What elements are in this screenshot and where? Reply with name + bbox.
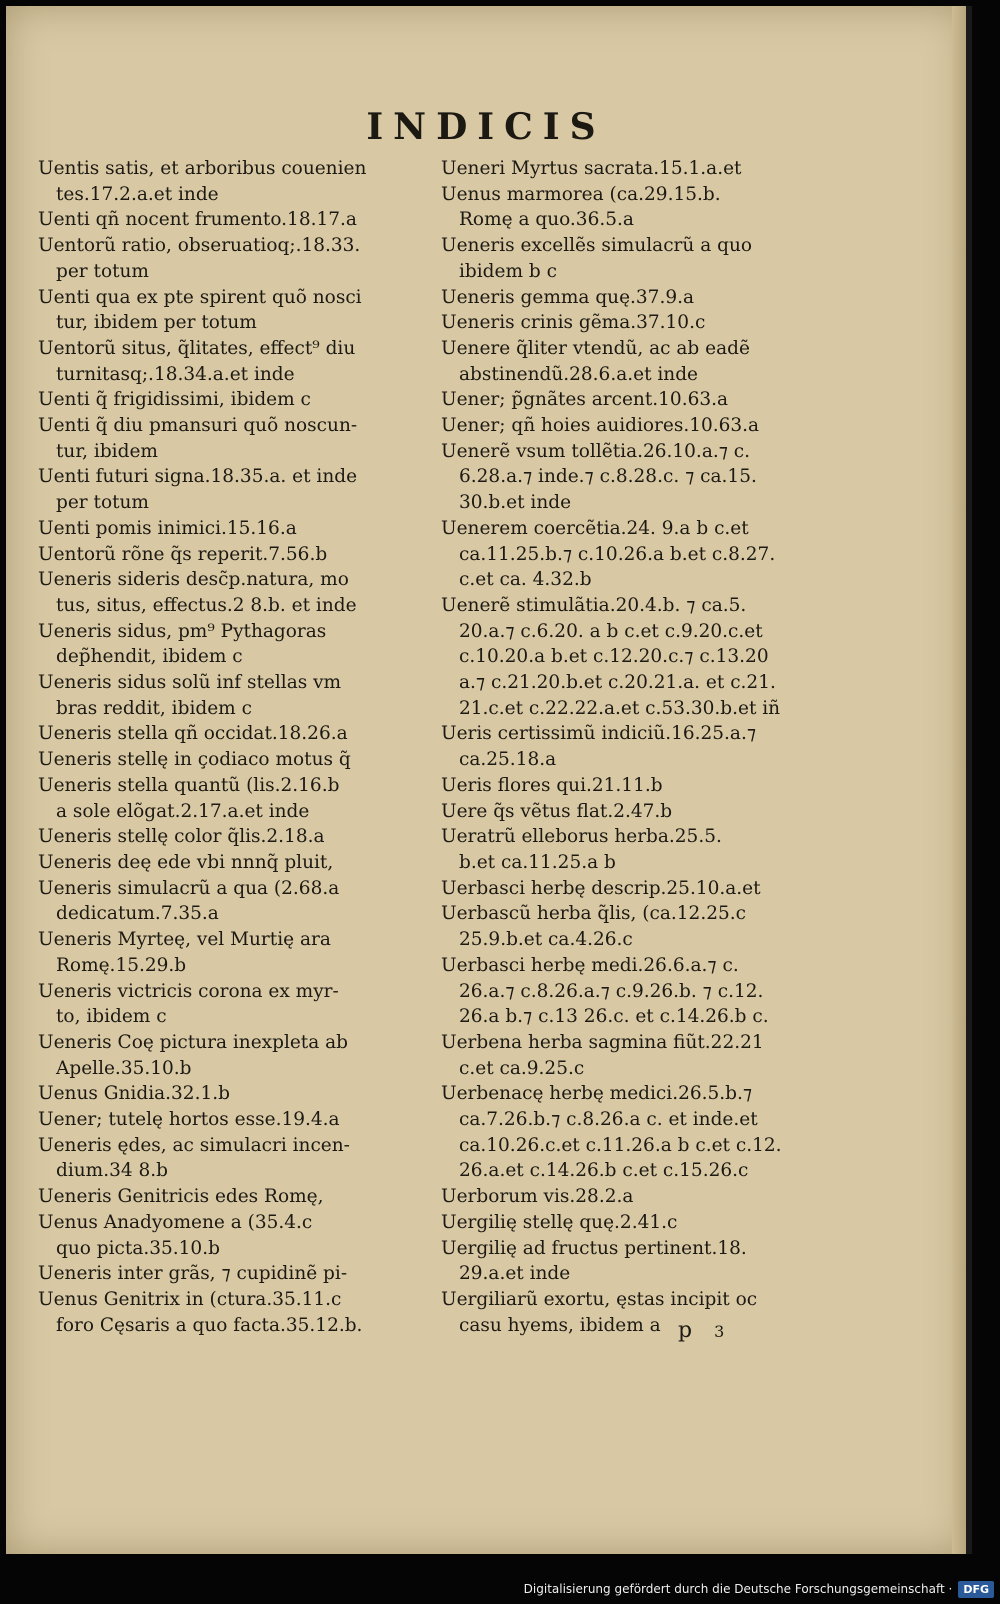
index-entry-line: Uentis satis, et arboribus couenien [38, 158, 367, 179]
index-entry-line: 6.28.a.⁊ inde.⁊ c.8.28.c. ⁊ ca.15. [459, 466, 757, 488]
index-entry-line: per totum [56, 492, 149, 514]
index-entry-line: to, ibidem c [56, 1006, 167, 1028]
index-entry-line: Uergiliarũ exortu, ęstas incipit oc [441, 1288, 758, 1310]
index-entry-line: Uenti qua ex pte spirent quõ nosci [38, 286, 362, 308]
index-entry-line: 25.9.b.et ca.4.26.c [459, 929, 633, 951]
index-entry-line: Uenerẽ stimulãtia.20.4.b. ⁊ ca.5. [441, 594, 747, 616]
index-entry-line: ca.10.26.c.et c.11.26.a b c.et c.12. [459, 1134, 782, 1156]
index-entry-line: tur, ibidem per totum [56, 312, 257, 334]
index-entry-line: Romę a quo.36.5.a [459, 209, 634, 231]
index-entry-line: casu hyems, ibidem a [459, 1314, 661, 1336]
index-entry-line: per totum [56, 260, 149, 282]
index-entry-line: quo picta.35.10.b [56, 1237, 220, 1259]
signature-letter: p [678, 1318, 693, 1343]
index-entry-line: Uenti qñ nocent frumento.18.17.a [38, 209, 357, 231]
index-entry-line: Ueneris stella quantũ (lis.2.16.b [38, 774, 340, 796]
book-page [6, 6, 972, 1554]
index-entry-line: dep̃hendit, ibidem c [56, 646, 243, 668]
index-entry-line: Apelle.35.10.b [56, 1057, 192, 1079]
index-entry-line: Ueneris Coę pictura inexpleta ab [38, 1031, 349, 1053]
index-entry-line: Uerbena herba sagmina fiũt.22.21 [441, 1031, 764, 1053]
index-entry-line: Uentorũ rõne q̃s reperit.7.56.b [38, 543, 328, 565]
index-entry-line: Ueneris sidus, pm⁹ Pythagoras [38, 620, 327, 642]
index-entry-line: Uenti q̃ diu pmansuri quõ noscun- [38, 415, 358, 437]
page-edge [952, 6, 966, 1554]
index-entry-line: Uerborum vis.28.2.a [441, 1186, 634, 1208]
index-entry-line: Ueneris crinis gẽma.37.10.c [441, 312, 706, 334]
index-entry-line: c.et ca.9.25.c [459, 1057, 585, 1079]
index-entry-line: Ueneris sideris desc̃p.natura, mo [38, 569, 349, 591]
index-entry-line: Uenus Gnidia.32.1.b [38, 1083, 230, 1105]
index-entry-line: tes.17.2.a.et inde [56, 183, 219, 205]
index-entry-line: Ueneris deę ede vbi nnnq̃ pluit, [38, 851, 334, 873]
page-heading: INDICIS [366, 106, 606, 148]
index-entry-line: Ueneris victricis corona ex myr- [38, 980, 339, 1002]
index-entry-line: Ueneris Genitricis edes Romę, [38, 1186, 324, 1208]
index-entry-line: 26.a.et c.14.26.b c.et c.15.26.c [459, 1160, 749, 1182]
index-entry-line: Ueneris inter grãs, ⁊ cupidinẽ pi- [38, 1263, 348, 1285]
index-entry-line: Uenerem coercẽtia.24. 9.a b c.et [441, 517, 749, 539]
index-entry-line: Uergilię ad fructus pertinent.18. [441, 1237, 747, 1259]
footer-credit: Digitalisierung gefördert durch die Deutsche Forschungsgemeinschaft · [523, 1582, 953, 1596]
index-entry-line: ca.11.25.b.⁊ c.10.26.a b.et c.8.27. [459, 543, 776, 565]
index-entry-line: dedicatum.7.35.a [56, 903, 219, 925]
index-entry-line: Uener; tutelę hortos esse.19.4.a [38, 1109, 340, 1131]
index-entry-line: Ueneris simulacrũ a qua (2.68.a [38, 877, 340, 899]
index-entry-line: Uerbasci herbę descrip.25.10.a.et [441, 877, 761, 899]
index-entry-line: Uenus marmorea (ca.29.15.b. [441, 183, 721, 205]
index-entry-line: Uenus Genitrix in (ctura.35.11.c [38, 1288, 342, 1310]
index-entry-line: tur, ibidem [56, 440, 158, 462]
index-entry-line: Ueneri Myrtus sacrata.15.1.a.et [441, 158, 742, 179]
index-entry-line: Uenus Anadyomene a (35.4.c [38, 1211, 313, 1233]
signature-mark [678, 1318, 724, 1343]
index-entry-line: Uergilię stellę quę.2.41.c [441, 1211, 678, 1233]
index-entry-line: Ueneris stellę in çodiaco motus q̃ [38, 749, 351, 771]
index-entry-line: 26.a b.⁊ c.13 26.c. et c.14.26.b c. [459, 1006, 769, 1028]
index-entry-line: c.et ca. 4.32.b [459, 569, 592, 591]
index-entry-line: a sole elõgat.2.17.a.et inde [56, 800, 310, 822]
index-entry-line: Uerbasci herbę medi.26.6.a.⁊ c. [441, 954, 739, 976]
index-entry-line: Ueneris sidus solũ inf stellas vm [38, 672, 342, 694]
index-entry-line: 20.a.⁊ c.6.20. a b c.et c.9.20.c.et [459, 620, 763, 642]
index-entry-line: Uener; qñ hoies auidiores.10.63.a [441, 415, 760, 437]
index-entry-line: c.10.20.a b.et c.12.20.c.⁊ c.13.20 [459, 646, 769, 668]
index-entry-line: 30.b.et inde [459, 492, 572, 514]
index-entry-line: Uerbenacę herbę medici.26.5.b.⁊ [441, 1083, 753, 1105]
index-entry-line: Ueneris Myrteę, vel Murtię ara [38, 929, 331, 951]
index-entry-line: Uentorũ situs, q̃litates, effect⁹ diu [38, 337, 356, 359]
index-entry-line: Ueneris excellẽs simulacrũ a quo [441, 235, 753, 257]
index-entry-line: a.⁊ c.21.20.b.et c.20.21.a. et c.21. [459, 672, 776, 694]
index-entry-line: Uerbascũ herba q̃lis, (ca.12.25.c [441, 903, 746, 925]
index-entry-line: Uentorũ ratio, obseruatioq;.18.33. [38, 235, 361, 257]
index-entry-line: 29.a.et inde [459, 1263, 571, 1285]
index-entry-line: Uenere q̃liter vtendũ, ac ab eadẽ [441, 337, 750, 359]
index-entry-line: Uener; p̃gnãtes arcent.10.63.a [441, 389, 729, 411]
index-entry-line: tus, situs, effectus.2 8.b. et inde [56, 594, 357, 616]
index-entry-line: ca.7.26.b.⁊ c.8.26.a c. et inde.et [459, 1109, 758, 1131]
index-entry-line: b.et ca.11.25.a b [459, 851, 616, 873]
index-entry-line: Uenti pomis inimici.15.16.a [38, 517, 297, 539]
index-entry-line: Uenti q̃ frigidissimi, ibidem c [38, 389, 311, 411]
index-entry-line: 21.c.et c.22.22.a.et c.53.30.b.et iñ [459, 697, 781, 719]
signature-number: 3 [714, 1322, 725, 1341]
index-entry-line: ibidem b c [459, 260, 557, 282]
dfg-logo-icon: DFG [958, 1581, 994, 1598]
index-entry-line: Romę.15.29.b [56, 954, 187, 976]
index-entry-line: Ueris certissimũ indiciũ.16.25.a.⁊ [441, 723, 757, 745]
index-entry-line: Uenti futuri signa.18.35.a. et inde [38, 466, 358, 488]
index-entry-line: Ueratrũ elleborus herba.25.5. [441, 826, 722, 848]
index-entry-line: Uenerẽ vsum tollẽtia.26.10.a.⁊ c. [441, 440, 751, 462]
index-entry-line: Ueris flores qui.21.11.b [441, 774, 663, 796]
index-entry-line: Ueneris gemma quę.37.9.a [441, 286, 695, 308]
digitization-footer [524, 1578, 994, 1600]
index-entry-line: ca.25.18.a [459, 749, 557, 771]
index-column-right [441, 156, 836, 1338]
index-entry-line: Uere q̃s vẽtus flat.2.47.b [441, 800, 673, 822]
index-entry-line: turnitasq;.18.34.a.et inde [56, 363, 295, 385]
index-entry-line: dium.34 8.b [56, 1160, 169, 1182]
index-entry-line: bras reddit, ibidem c [56, 697, 252, 719]
index-entry-line: Ueneris stella qñ occidat.18.26.a [38, 723, 348, 745]
index-entry-line: abstinendũ.28.6.a.et inde [459, 363, 699, 385]
index-entry-line: Ueneris ędes, ac simulacri incen- [38, 1134, 350, 1156]
index-column-left [38, 156, 433, 1338]
index-entry-line: Ueneris stellę color q̃lis.2.18.a [38, 826, 325, 848]
index-entry-line: 26.a.⁊ c.8.26.a.⁊ c.9.26.b. ⁊ c.12. [459, 980, 764, 1002]
index-entry-line: foro Cęsaris a quo facta.35.12.b. [56, 1314, 363, 1336]
